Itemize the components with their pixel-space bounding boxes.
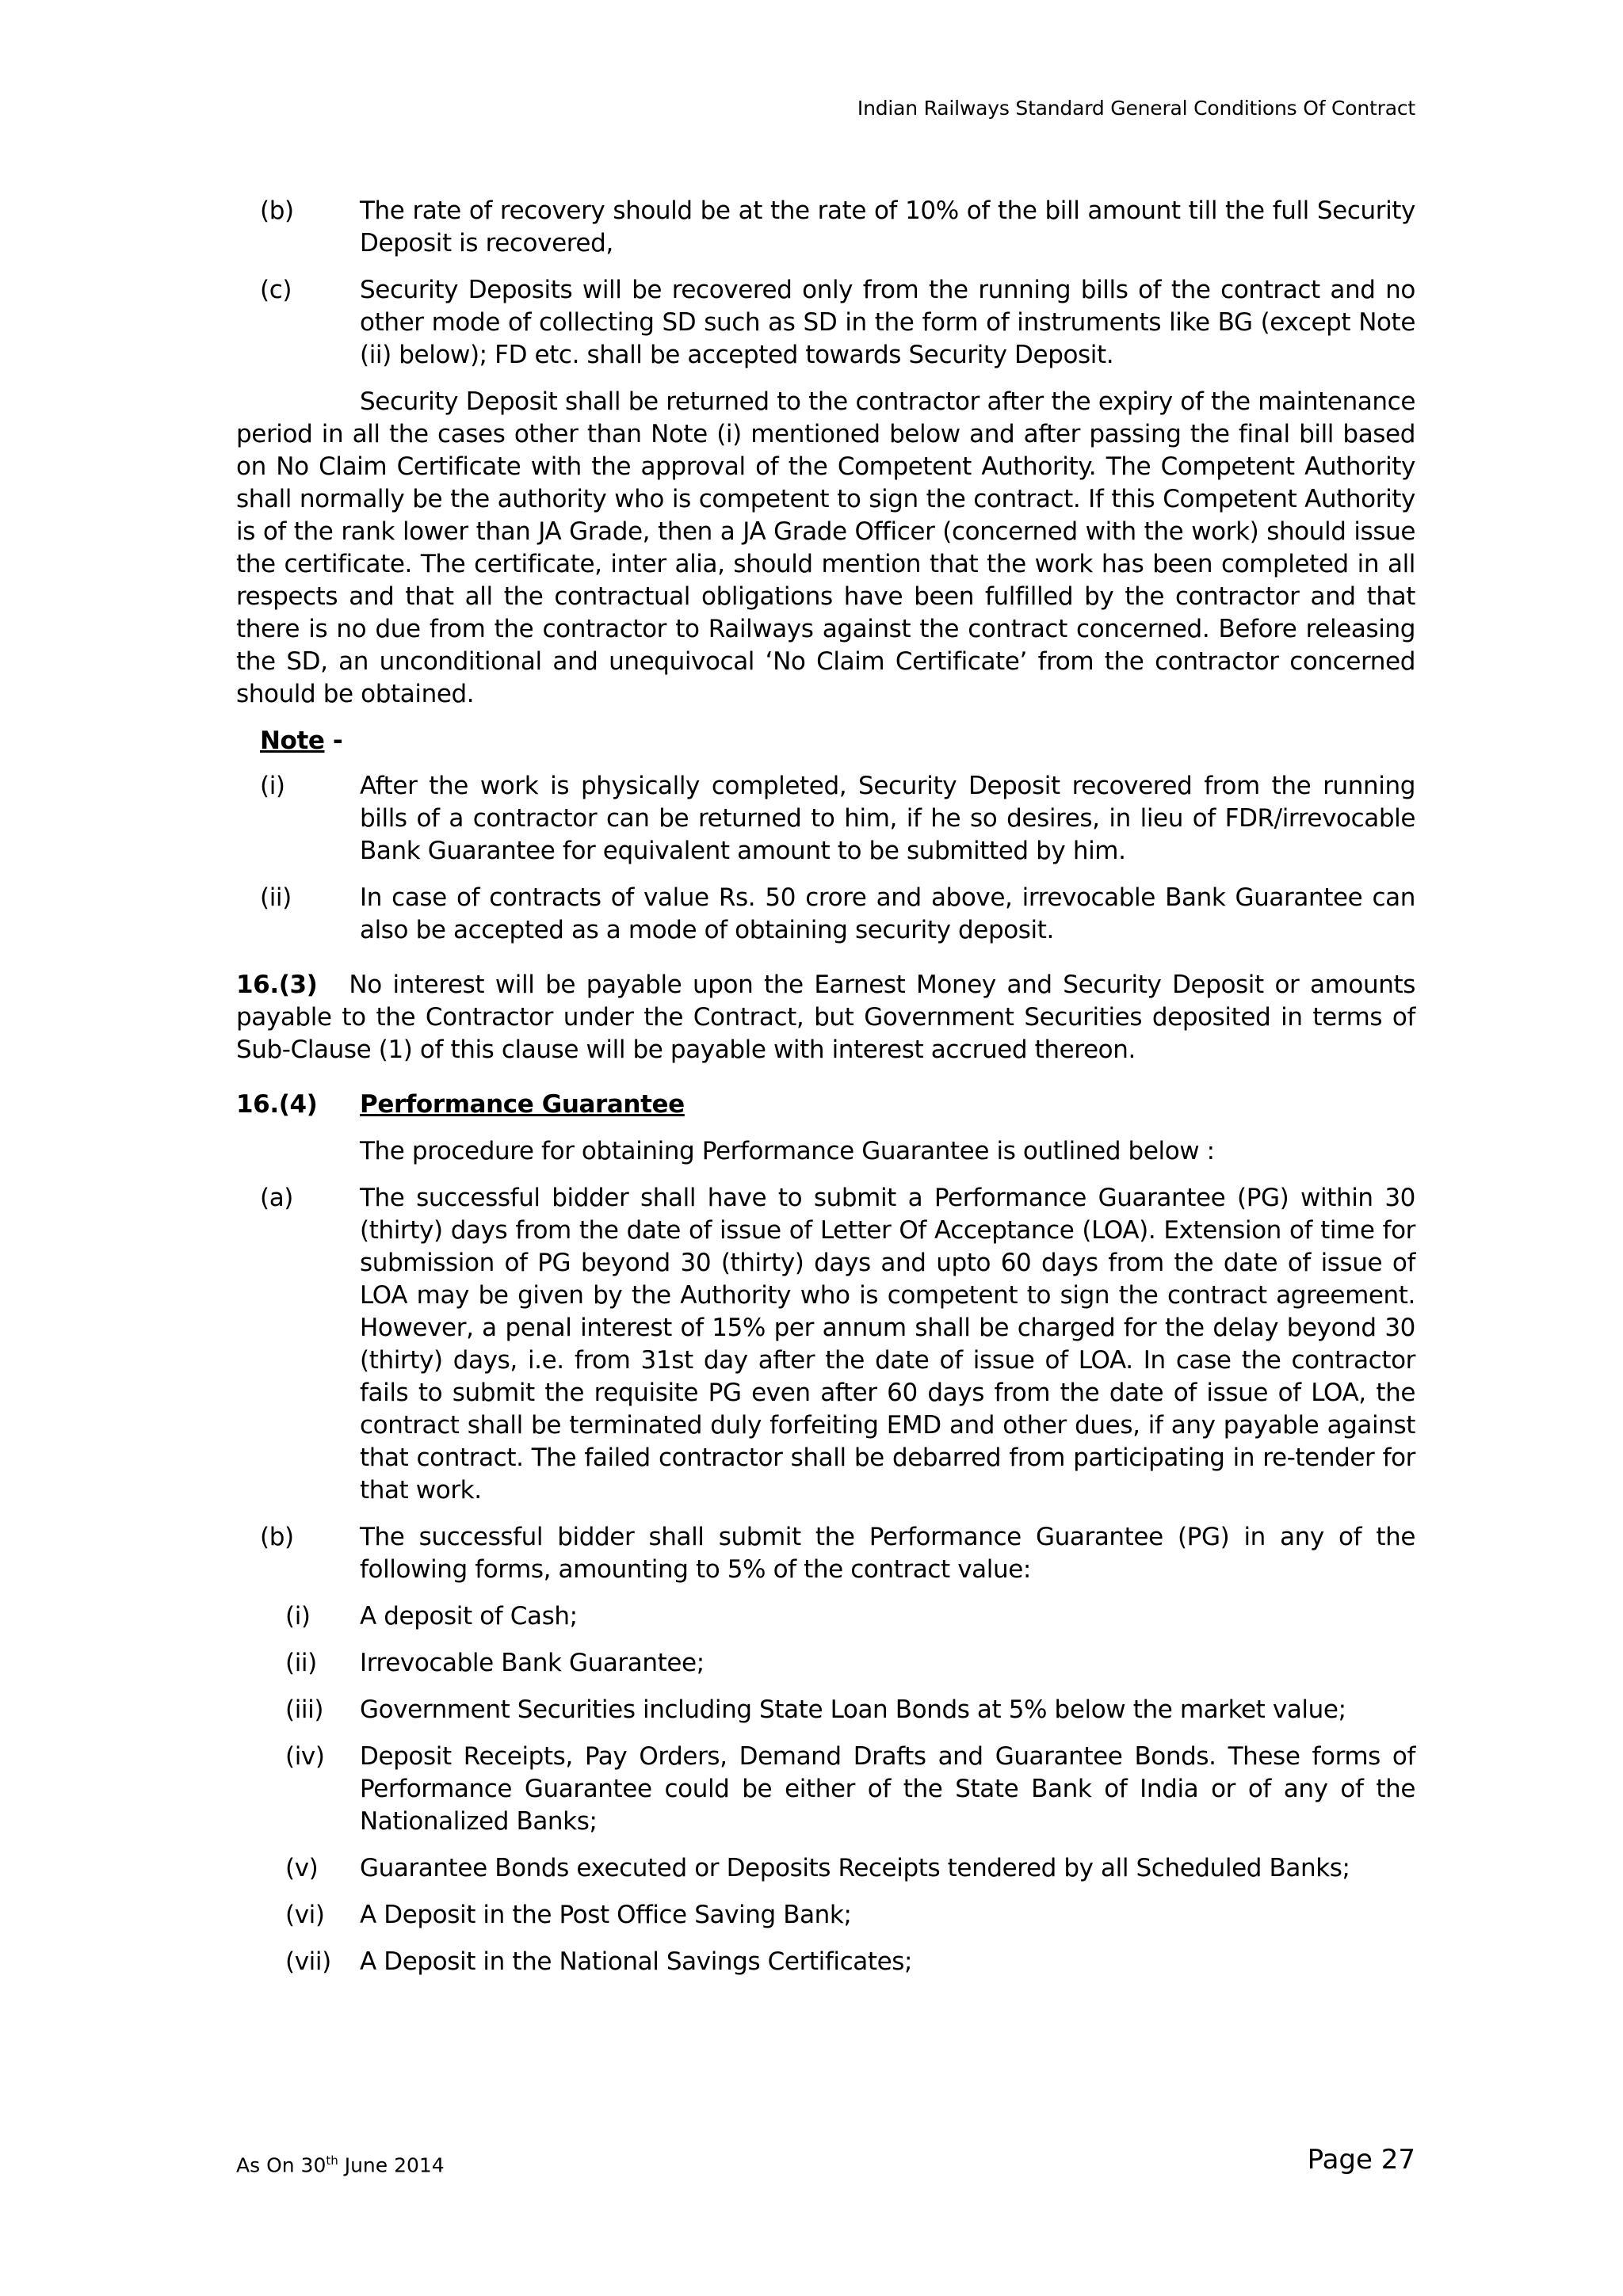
list-item bbox=[236, 1946, 1415, 1978]
list-item bbox=[236, 1647, 1415, 1680]
item-label: (vi) bbox=[285, 1901, 325, 1929]
item-text: The rate of recovery should be at the rate of 10% of the bill amount till the full Security Deposit is recovered, bbox=[360, 196, 1415, 257]
page-number: Page 27 bbox=[1307, 2144, 1415, 2176]
footer-date bbox=[236, 2153, 445, 2176]
footer-date-sup: th bbox=[326, 2153, 338, 2168]
item-label: (vii) bbox=[285, 1947, 331, 1976]
footer-date-prefix: As On 30 bbox=[236, 2153, 327, 2177]
clause-16-3 bbox=[236, 969, 1415, 1066]
item-text: After the work is physically completed, Security Deposit recovered from the running bills of a contractor can be returned to him, if he so desires, in lieu of FDR/irrevocable Bank Guarantee for equivalent amount to be submitted by him. bbox=[360, 772, 1415, 865]
item-text: Irrevocable Bank Guarantee; bbox=[360, 1649, 705, 1677]
item-text: A Deposit in the National Savings Certificates; bbox=[360, 1947, 913, 1976]
procedure-intro: The procedure for obtaining Performance Guarantee is outlined below : bbox=[360, 1137, 1215, 1165]
list-item bbox=[236, 274, 1415, 372]
list-item bbox=[236, 1521, 1415, 1586]
item-label: (b) bbox=[260, 196, 294, 225]
item-label: (v) bbox=[285, 1854, 319, 1882]
item-label: (i) bbox=[285, 1602, 311, 1630]
item-label: (b) bbox=[260, 1523, 294, 1551]
item-text: Government Securities including State Loan Bonds at 5% below the market value; bbox=[360, 1695, 1346, 1724]
item-label: (a) bbox=[260, 1184, 293, 1212]
item-text: Deposit Receipts, Pay Orders, Demand Drafts and Guarantee Bonds. These forms of Performance Guarantee could be either of the State Bank of India or of any of the Nationalized Banks; bbox=[360, 1742, 1415, 1836]
list-item bbox=[236, 195, 1415, 260]
note-label: Note bbox=[260, 727, 325, 755]
list-item bbox=[236, 882, 1415, 947]
page-body bbox=[236, 195, 1415, 1993]
list-item bbox=[236, 1182, 1415, 1507]
list-item bbox=[236, 770, 1415, 868]
item-text: A Deposit in the Post Office Saving Bank; bbox=[360, 1901, 852, 1929]
list-item bbox=[236, 1741, 1415, 1838]
item-label: (i) bbox=[260, 772, 285, 800]
item-label: (c) bbox=[260, 276, 292, 304]
list-item bbox=[236, 1899, 1415, 1932]
clause-number: 16.(3) bbox=[236, 971, 318, 999]
list-item bbox=[236, 1852, 1415, 1885]
item-text: A deposit of Cash; bbox=[360, 1602, 578, 1630]
item-text: Guarantee Bonds executed or Deposits Receipts tendered by all Scheduled Banks; bbox=[360, 1854, 1350, 1882]
footer-date-suffix: June 2014 bbox=[338, 2153, 445, 2177]
note-heading bbox=[260, 725, 1415, 757]
security-deposit-paragraph: Security Deposit shall be returned to the contractor after the expiry of the maintenance period in all the cases other than Note (i) mentioned below and after passing the final bill based on No Claim Certificate with the approval of the Competent Authority. The Competent Authority shall normally be the authority who is competent to sign the contract. If this Competent Authority is of the rank lower than JA Grade, then a JA Grade Officer (concerned with the work) should issue the certificate. The certificate, inter alia, should mention that the work has been completed in all respects and that all the contractual obligations have been fulfilled by the contractor and that there is no due from the contractor to Railways against the contract concerned. Before releasing the SD, an unconditional and unequivocal ‘No Claim Certificate’ from the contractor concerned should be obtained. bbox=[236, 387, 1415, 708]
note-suffix: - bbox=[324, 727, 343, 755]
section-title: Performance Guarantee bbox=[360, 1090, 685, 1119]
clause-text: No interest will be payable upon the Earnest Money and Security Deposit or amounts payable to the Contractor under the Contract, but Government Securities deposited in terms of Sub-Clause (1) of this clause will be payable with interest accrued thereon. bbox=[236, 971, 1415, 1064]
list-item bbox=[236, 1600, 1415, 1633]
running-header: Indian Railways Standard General Conditions Of Contract bbox=[857, 97, 1415, 120]
item-text: The successful bidder shall have to submit a Performance Guarantee (PG) within 30 (thirty) days from the date of issue of Letter Of Acceptance (LOA). Extension of time for submission of PG beyond 30 (thirty) days and upto 60 days from the date of issue of LOA may be given by the Authority who is competent to sign the contract agreement. However, a penal interest of 15% per annum shall be charged for the delay beyond 30 (thirty) days, i.e. from 31st day after the date of issue of LOA. In case the contractor fails to submit the requisite PG even after 60 days from the date of issue of LOA, the contract shall be terminated duly forfeiting EMD and other dues, if any payable against that contract. The failed contractor shall be debarred from participating in re-tender for that work. bbox=[360, 1184, 1415, 1505]
clause-number: 16.(4) bbox=[236, 1090, 318, 1119]
list-item bbox=[236, 1694, 1415, 1726]
clause-16-4-heading bbox=[236, 1089, 1415, 1121]
item-label: (ii) bbox=[285, 1649, 317, 1677]
item-text: In case of contracts of value Rs. 50 crore and above, irrevocable Bank Guarantee can also be accepted as a mode of obtaining security deposit. bbox=[360, 883, 1415, 944]
item-text: Security Deposits will be recovered only from the running bills of the contract and no other mode of collecting SD such as SD in the form of instruments like BG (except Note (ii) below); FD etc. shall be accepted towards Security Deposit. bbox=[360, 276, 1415, 369]
item-label: (iii) bbox=[285, 1695, 324, 1724]
item-label: (iv) bbox=[285, 1742, 325, 1771]
item-text: The successful bidder shall submit the Performance Guarantee (PG) in any of the following forms, amounting to 5% of the contract value: bbox=[360, 1523, 1415, 1584]
item-label: (ii) bbox=[260, 883, 292, 912]
